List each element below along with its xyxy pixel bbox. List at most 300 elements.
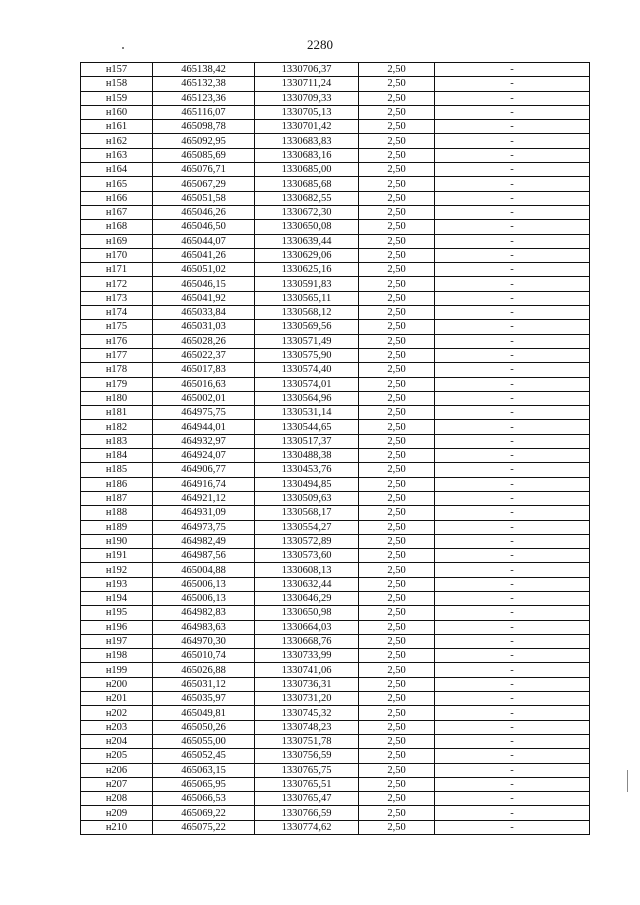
y-coordinate-cell: 1330685,00 [255, 163, 359, 177]
point-cell: н167 [81, 205, 153, 219]
x-coordinate-cell: 465022,37 [153, 348, 255, 362]
y-coordinate-cell: 1330554,27 [255, 520, 359, 534]
table-row [81, 306, 590, 320]
precision-cell: 2,50 [359, 634, 435, 648]
y-coordinate-cell: 1330494,85 [255, 477, 359, 491]
x-coordinate-cell: 465123,36 [153, 91, 255, 105]
precision-cell: 2,50 [359, 248, 435, 262]
precision-cell: 2,50 [359, 406, 435, 420]
x-coordinate-cell: 465031,03 [153, 320, 255, 334]
x-coordinate-cell: 465138,42 [153, 63, 255, 77]
note-cell: - [435, 634, 590, 648]
point-cell: н164 [81, 163, 153, 177]
y-coordinate-cell: 1330685,68 [255, 177, 359, 191]
x-coordinate-cell: 465055,00 [153, 734, 255, 748]
precision-cell: 2,50 [359, 591, 435, 605]
precision-cell: 2,50 [359, 291, 435, 305]
scan-speck [122, 47, 124, 49]
point-cell: н196 [81, 620, 153, 634]
note-cell: - [435, 163, 590, 177]
precision-cell: 2,50 [359, 277, 435, 291]
x-coordinate-cell: 464975,75 [153, 406, 255, 420]
point-cell: н199 [81, 663, 153, 677]
note-cell: - [435, 649, 590, 663]
point-cell: н163 [81, 148, 153, 162]
precision-cell: 2,50 [359, 306, 435, 320]
point-cell: н207 [81, 777, 153, 791]
y-coordinate-cell: 1330572,89 [255, 534, 359, 548]
point-cell: н170 [81, 248, 153, 262]
y-coordinate-cell: 1330748,23 [255, 720, 359, 734]
note-cell: - [435, 348, 590, 362]
note-cell: - [435, 363, 590, 377]
y-coordinate-cell: 1330531,14 [255, 406, 359, 420]
point-cell: н187 [81, 491, 153, 505]
x-coordinate-cell: 465041,92 [153, 291, 255, 305]
precision-cell: 2,50 [359, 820, 435, 834]
precision-cell: 2,50 [359, 348, 435, 362]
y-coordinate-cell: 1330564,96 [255, 391, 359, 405]
precision-cell: 2,50 [359, 477, 435, 491]
y-coordinate-cell: 1330565,11 [255, 291, 359, 305]
y-coordinate-cell: 1330568,12 [255, 306, 359, 320]
precision-cell: 2,50 [359, 191, 435, 205]
point-cell: н191 [81, 549, 153, 563]
note-cell: - [435, 520, 590, 534]
table-row [81, 248, 590, 262]
point-cell: н201 [81, 692, 153, 706]
point-cell: н193 [81, 577, 153, 591]
table-row [81, 563, 590, 577]
x-coordinate-cell: 465031,12 [153, 677, 255, 691]
note-cell: - [435, 720, 590, 734]
table-row [81, 291, 590, 305]
precision-cell: 2,50 [359, 148, 435, 162]
point-cell: н184 [81, 449, 153, 463]
table-row [81, 377, 590, 391]
x-coordinate-cell: 464973,75 [153, 520, 255, 534]
precision-cell: 2,50 [359, 434, 435, 448]
point-cell: н192 [81, 563, 153, 577]
precision-cell: 2,50 [359, 91, 435, 105]
note-cell: - [435, 820, 590, 834]
precision-cell: 2,50 [359, 577, 435, 591]
note-cell: - [435, 763, 590, 777]
x-coordinate-cell: 465063,15 [153, 763, 255, 777]
precision-cell: 2,50 [359, 391, 435, 405]
note-cell: - [435, 677, 590, 691]
table-row [81, 63, 590, 77]
y-coordinate-cell: 1330568,17 [255, 506, 359, 520]
x-coordinate-cell: 464924,07 [153, 449, 255, 463]
note-cell: - [435, 105, 590, 119]
x-coordinate-cell: 465006,13 [153, 577, 255, 591]
note-cell: - [435, 377, 590, 391]
precision-cell: 2,50 [359, 792, 435, 806]
note-cell: - [435, 563, 590, 577]
point-cell: н176 [81, 334, 153, 348]
precision-cell: 2,50 [359, 620, 435, 634]
note-cell: - [435, 63, 590, 77]
x-coordinate-cell: 465067,29 [153, 177, 255, 191]
table-row [81, 348, 590, 362]
precision-cell: 2,50 [359, 77, 435, 91]
note-cell: - [435, 91, 590, 105]
x-coordinate-cell: 465044,07 [153, 234, 255, 248]
y-coordinate-cell: 1330646,29 [255, 591, 359, 605]
table-row [81, 620, 590, 634]
note-cell: - [435, 734, 590, 748]
table-row [81, 520, 590, 534]
point-cell: н197 [81, 634, 153, 648]
table-row [81, 549, 590, 563]
note-cell: - [435, 506, 590, 520]
point-cell: н182 [81, 420, 153, 434]
point-cell: н180 [81, 391, 153, 405]
table-row [81, 663, 590, 677]
x-coordinate-cell: 465069,22 [153, 806, 255, 820]
y-coordinate-cell: 1330705,13 [255, 105, 359, 119]
point-cell: н185 [81, 463, 153, 477]
point-cell: н188 [81, 506, 153, 520]
table-row [81, 191, 590, 205]
precision-cell: 2,50 [359, 520, 435, 534]
point-cell: н178 [81, 363, 153, 377]
note-cell: - [435, 248, 590, 262]
x-coordinate-cell: 465006,13 [153, 591, 255, 605]
precision-cell: 2,50 [359, 163, 435, 177]
y-coordinate-cell: 1330574,40 [255, 363, 359, 377]
x-coordinate-cell: 464987,56 [153, 549, 255, 563]
table-row [81, 406, 590, 420]
y-coordinate-cell: 1330683,16 [255, 148, 359, 162]
note-cell: - [435, 391, 590, 405]
y-coordinate-cell: 1330608,13 [255, 563, 359, 577]
y-coordinate-cell: 1330751,78 [255, 734, 359, 748]
point-cell: н206 [81, 763, 153, 777]
precision-cell: 2,50 [359, 677, 435, 691]
x-coordinate-cell: 464932,97 [153, 434, 255, 448]
note-cell: - [435, 792, 590, 806]
note-cell: - [435, 663, 590, 677]
precision-cell: 2,50 [359, 463, 435, 477]
point-cell: н190 [81, 534, 153, 548]
y-coordinate-cell: 1330745,32 [255, 706, 359, 720]
y-coordinate-cell: 1330701,42 [255, 120, 359, 134]
table-row [81, 692, 590, 706]
table-row [81, 363, 590, 377]
note-cell: - [435, 420, 590, 434]
note-cell: - [435, 434, 590, 448]
table-row [81, 777, 590, 791]
precision-cell: 2,50 [359, 806, 435, 820]
note-cell: - [435, 477, 590, 491]
y-coordinate-cell: 1330765,51 [255, 777, 359, 791]
note-cell: - [435, 620, 590, 634]
table-row [81, 77, 590, 91]
table-row [81, 220, 590, 234]
x-coordinate-cell: 465046,50 [153, 220, 255, 234]
table-row [81, 649, 590, 663]
point-cell: н168 [81, 220, 153, 234]
note-cell: - [435, 277, 590, 291]
y-coordinate-cell: 1330569,56 [255, 320, 359, 334]
y-coordinate-cell: 1330632,44 [255, 577, 359, 591]
precision-cell: 2,50 [359, 649, 435, 663]
scan-edge-line [627, 770, 628, 792]
note-cell: - [435, 234, 590, 248]
point-cell: н181 [81, 406, 153, 420]
precision-cell: 2,50 [359, 177, 435, 191]
table-row [81, 720, 590, 734]
x-coordinate-cell: 465002,01 [153, 391, 255, 405]
point-cell: н189 [81, 520, 153, 534]
precision-cell: 2,50 [359, 449, 435, 463]
point-cell: н210 [81, 820, 153, 834]
y-coordinate-cell: 1330574,01 [255, 377, 359, 391]
note-cell: - [435, 692, 590, 706]
y-coordinate-cell: 1330774,62 [255, 820, 359, 834]
table-row [81, 163, 590, 177]
y-coordinate-cell: 1330571,49 [255, 334, 359, 348]
y-coordinate-cell: 1330741,06 [255, 663, 359, 677]
point-cell: н203 [81, 720, 153, 734]
x-coordinate-cell: 465066,53 [153, 792, 255, 806]
precision-cell: 2,50 [359, 706, 435, 720]
x-coordinate-cell: 465098,78 [153, 120, 255, 134]
point-cell: н166 [81, 191, 153, 205]
y-coordinate-cell: 1330575,90 [255, 348, 359, 362]
point-cell: н198 [81, 649, 153, 663]
point-cell: н159 [81, 91, 153, 105]
precision-cell: 2,50 [359, 763, 435, 777]
point-cell: н177 [81, 348, 153, 362]
precision-cell: 2,50 [359, 220, 435, 234]
point-cell: н195 [81, 606, 153, 620]
precision-cell: 2,50 [359, 777, 435, 791]
note-cell: - [435, 334, 590, 348]
x-coordinate-cell: 465065,95 [153, 777, 255, 791]
precision-cell: 2,50 [359, 734, 435, 748]
precision-cell: 2,50 [359, 320, 435, 334]
point-cell: н158 [81, 77, 153, 91]
note-cell: - [435, 777, 590, 791]
point-cell: н179 [81, 377, 153, 391]
point-cell: н194 [81, 591, 153, 605]
table-row [81, 734, 590, 748]
table-row [81, 763, 590, 777]
note-cell: - [435, 205, 590, 219]
x-coordinate-cell: 465017,83 [153, 363, 255, 377]
table-row [81, 477, 590, 491]
y-coordinate-cell: 1330650,08 [255, 220, 359, 234]
precision-cell: 2,50 [359, 134, 435, 148]
table-row [81, 263, 590, 277]
note-cell: - [435, 134, 590, 148]
point-cell: н202 [81, 706, 153, 720]
y-coordinate-cell: 1330683,83 [255, 134, 359, 148]
y-coordinate-cell: 1330731,20 [255, 692, 359, 706]
note-cell: - [435, 77, 590, 91]
x-coordinate-cell: 465035,97 [153, 692, 255, 706]
x-coordinate-cell: 465046,26 [153, 205, 255, 219]
note-cell: - [435, 320, 590, 334]
note-cell: - [435, 120, 590, 134]
y-coordinate-cell: 1330682,55 [255, 191, 359, 205]
table-row [81, 706, 590, 720]
table-row [81, 320, 590, 334]
y-coordinate-cell: 1330733,99 [255, 649, 359, 663]
note-cell: - [435, 449, 590, 463]
table-row [81, 449, 590, 463]
x-coordinate-cell: 465092,95 [153, 134, 255, 148]
precision-cell: 2,50 [359, 263, 435, 277]
y-coordinate-cell: 1330639,44 [255, 234, 359, 248]
table-row [81, 577, 590, 591]
note-cell: - [435, 706, 590, 720]
x-coordinate-cell: 465028,26 [153, 334, 255, 348]
y-coordinate-cell: 1330672,30 [255, 205, 359, 219]
table-row [81, 105, 590, 119]
x-coordinate-cell: 465076,71 [153, 163, 255, 177]
table-row [81, 820, 590, 834]
note-cell: - [435, 148, 590, 162]
x-coordinate-cell: 465049,81 [153, 706, 255, 720]
precision-cell: 2,50 [359, 205, 435, 219]
y-coordinate-cell: 1330573,60 [255, 549, 359, 563]
x-coordinate-cell: 465051,02 [153, 263, 255, 277]
x-coordinate-cell: 465132,38 [153, 77, 255, 91]
precision-cell: 2,50 [359, 663, 435, 677]
x-coordinate-cell: 465085,69 [153, 148, 255, 162]
x-coordinate-cell: 465004,88 [153, 563, 255, 577]
table-row [81, 506, 590, 520]
note-cell: - [435, 191, 590, 205]
table-row [81, 534, 590, 548]
note-cell: - [435, 406, 590, 420]
table-row [81, 391, 590, 405]
x-coordinate-cell: 464982,83 [153, 606, 255, 620]
point-cell: н174 [81, 306, 153, 320]
y-coordinate-cell: 1330629,06 [255, 248, 359, 262]
y-coordinate-cell: 1330591,83 [255, 277, 359, 291]
precision-cell: 2,50 [359, 549, 435, 563]
precision-cell: 2,50 [359, 105, 435, 119]
y-coordinate-cell: 1330765,47 [255, 792, 359, 806]
precision-cell: 2,50 [359, 563, 435, 577]
precision-cell: 2,50 [359, 534, 435, 548]
x-coordinate-cell: 465026,88 [153, 663, 255, 677]
x-coordinate-cell: 464944,01 [153, 420, 255, 434]
y-coordinate-cell: 1330706,37 [255, 63, 359, 77]
precision-cell: 2,50 [359, 506, 435, 520]
point-cell: н172 [81, 277, 153, 291]
y-coordinate-cell: 1330488,38 [255, 449, 359, 463]
table-row [81, 606, 590, 620]
point-cell: н205 [81, 749, 153, 763]
y-coordinate-cell: 1330736,31 [255, 677, 359, 691]
point-cell: н186 [81, 477, 153, 491]
table-row [81, 634, 590, 648]
table-row [81, 677, 590, 691]
x-coordinate-cell: 465010,74 [153, 649, 255, 663]
note-cell: - [435, 220, 590, 234]
point-cell: н208 [81, 792, 153, 806]
note-cell: - [435, 749, 590, 763]
point-cell: н165 [81, 177, 153, 191]
precision-cell: 2,50 [359, 377, 435, 391]
point-cell: н169 [81, 234, 153, 248]
table-row [81, 591, 590, 605]
y-coordinate-cell: 1330765,75 [255, 763, 359, 777]
x-coordinate-cell: 465046,15 [153, 277, 255, 291]
coordinates-table-body [81, 63, 590, 835]
note-cell: - [435, 591, 590, 605]
x-coordinate-cell: 464982,49 [153, 534, 255, 548]
table-row [81, 463, 590, 477]
y-coordinate-cell: 1330509,63 [255, 491, 359, 505]
x-coordinate-cell: 465052,45 [153, 749, 255, 763]
x-coordinate-cell: 465116,07 [153, 105, 255, 119]
x-coordinate-cell: 465033,84 [153, 306, 255, 320]
y-coordinate-cell: 1330625,16 [255, 263, 359, 277]
y-coordinate-cell: 1330650,98 [255, 606, 359, 620]
y-coordinate-cell: 1330711,24 [255, 77, 359, 91]
table-row [81, 792, 590, 806]
table-row [81, 491, 590, 505]
point-cell: н171 [81, 263, 153, 277]
precision-cell: 2,50 [359, 720, 435, 734]
point-cell: н160 [81, 105, 153, 119]
table-row [81, 177, 590, 191]
table-row [81, 420, 590, 434]
x-coordinate-cell: 465051,58 [153, 191, 255, 205]
point-cell: н183 [81, 434, 153, 448]
note-cell: - [435, 806, 590, 820]
y-coordinate-cell: 1330517,37 [255, 434, 359, 448]
point-cell: н173 [81, 291, 153, 305]
precision-cell: 2,50 [359, 234, 435, 248]
note-cell: - [435, 491, 590, 505]
y-coordinate-cell: 1330766,59 [255, 806, 359, 820]
note-cell: - [435, 463, 590, 477]
table-row [81, 134, 590, 148]
table-row [81, 277, 590, 291]
precision-cell: 2,50 [359, 491, 435, 505]
note-cell: - [435, 534, 590, 548]
point-cell: н162 [81, 134, 153, 148]
x-coordinate-cell: 465016,63 [153, 377, 255, 391]
point-cell: н209 [81, 806, 153, 820]
precision-cell: 2,50 [359, 692, 435, 706]
note-cell: - [435, 577, 590, 591]
note-cell: - [435, 291, 590, 305]
x-coordinate-cell: 465041,26 [153, 248, 255, 262]
y-coordinate-cell: 1330544,65 [255, 420, 359, 434]
table-row [81, 120, 590, 134]
x-coordinate-cell: 465075,22 [153, 820, 255, 834]
table-row [81, 749, 590, 763]
table-row [81, 806, 590, 820]
x-coordinate-cell: 464970,30 [153, 634, 255, 648]
y-coordinate-cell: 1330668,76 [255, 634, 359, 648]
point-cell: н200 [81, 677, 153, 691]
point-cell: н157 [81, 63, 153, 77]
x-coordinate-cell: 464921,12 [153, 491, 255, 505]
note-cell: - [435, 306, 590, 320]
point-cell: н161 [81, 120, 153, 134]
precision-cell: 2,50 [359, 120, 435, 134]
